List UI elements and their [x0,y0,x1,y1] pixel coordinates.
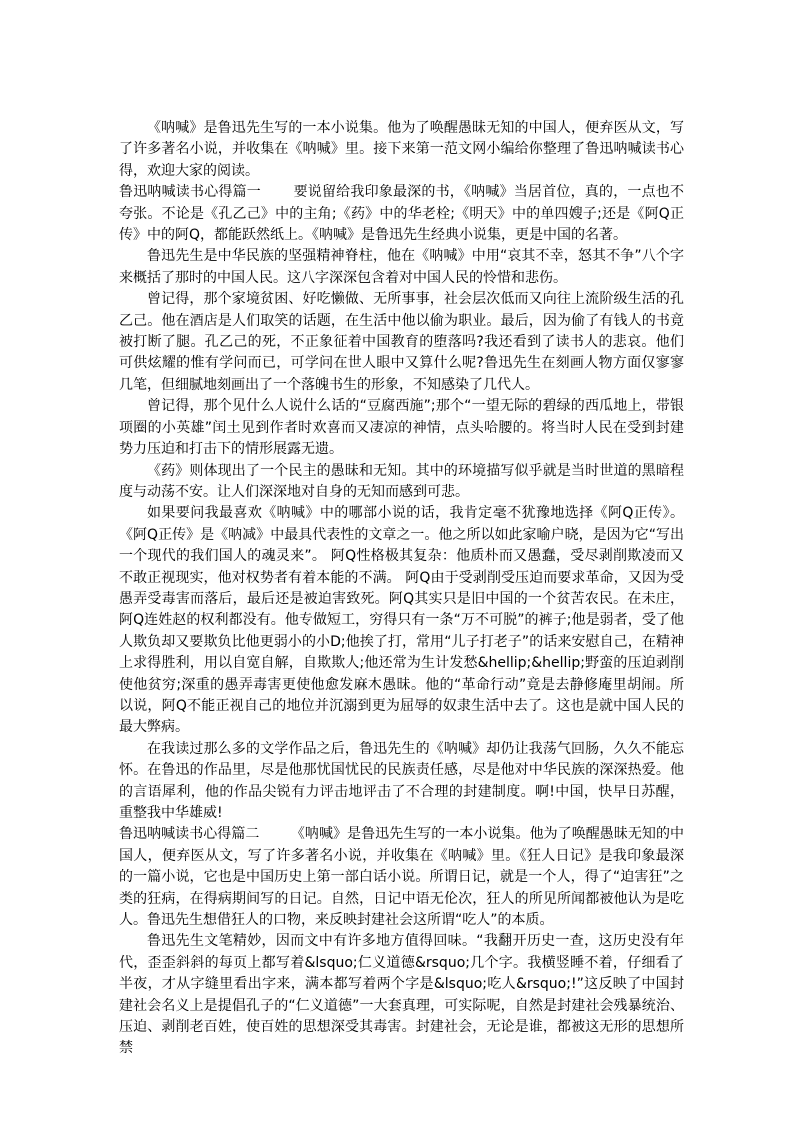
section-two-paragraph [119,824,684,931]
section-two-text: 《呐喊》是鲁迅先生写的一本小说集。他为了唤醒愚昧无知的中国人，便弃医从文，写了许多著名小说，并收集在《呐喊》里。《狂人日记》是我印象最深的一篇小说，它也是中国历史上第一部白话小说。所谓日记，就是一个人，得了“迫害狂”之类的狂病，在得病期间写的日记。自然，日记中语无伦次，狂人的所见所闻都被他认为是吃人。鲁迅先生想借狂人的口物，来反映封建社会这所谓“吃人”的本质。 [119,826,685,929]
body-paragraph: 鲁迅先生是中华民族的坚强精神脊柱，他在《呐喊》中用“哀其不幸，怒其不争”八个字来概括了那时的中国人民。这八字深深包含着对中国人民的怜惜和悲伤。 [119,248,684,286]
body-paragraph: 在我读过那么多的文学作品之后，鲁迅先生的《呐喊》却仍让我荡气回肠，久久不能忘怀。在鲁迅的作品里，尽是他那忧国忧民的民族责任感，尽是他对中华民族的深深热爱。他的言语犀利，他的作品尖锐有力评击地评击了不合理的封建制度。啊!中国，快早日苏醒，重整我中华雄威! [119,740,684,821]
body-paragraph: 如果要问我最喜欢《呐喊》中的哪部小说的话，我肯定毫不犹豫地选择《阿Q正传》。《阿Q正传》是《呐减》中最具代表性的文章之一。他之所以如此家喻户晓，是因为它“写出一个现代的我们国人的魂灵来”。 阿Q性格极其复杂：他质朴而又愚蠢，受尽剥削欺凌而又不敢正视现实，他对权势者有着本能的不满。 阿Q由于受剥削受压迫而要求革命，又因为受愚弄受毒害而落后，最后还是被迫害致死。阿Q其实只是旧中国的一个贫苦农民。在未庄，阿Q连姓赵的权利都没有。他专做短工，穷得只有一条“万不可脱”的裤子;他是弱者，受了他人欺负却又要欺负比他更弱小的小D;他挨了打，常用“儿子打老子”的话来安慰自己，在精神上求得胜利，用以自宽自解，自欺欺人;他还常为生计发愁&hellip;&hellip;野蛮的压迫剥削使他贫穷;深重的愚弄毒害更使他愈发麻木愚昧。他的“革命行动”竟是去静修庵里胡闹。所以说，阿Q不能正视自己的地位并沉溺到更为屈辱的奴隶生活中去了。这也是就中国人民的最大弊病。 [119,505,684,736]
body-paragraph: 曾记得，那个家境贫困、好吃懒做、无所事事，社会层次低而又向往上流阶级生活的孔乙己。他在酒店是人们取笑的话题，在生活中他以偷为职业。最后，因为偷了有钱人的书竟被打断了腿。孔乙己的死，不正象征着中国教育的堕落吗?我还看到了读书人的悲哀。他们可供炫耀的惟有学问而已，可学问在世人眼中又算什么呢?鲁迅先生在刻画人物方面仅寥寥几笔，但细腻地刻画出了一个落魄书生的形象，不知感染了几代人。 [119,291,684,393]
section-title-one: 鲁迅呐喊读书心得篇一 [119,184,262,201]
body-paragraph: 曾记得，那个见什么人说什么话的“豆腐西施”;那个“一望无际的碧绿的西瓜地上，带银项圈的小英雄”闰土见到作者时欢喜而又凄凉的神情，点头哈腰的。将当时人民在受到封建势力压迫和打击下的情形展露无遗。 [119,398,684,458]
section-two-gap [259,826,290,842]
section-title-two: 鲁迅呐喊读书心得篇二 [119,826,260,843]
body-paragraph: 鲁迅先生文笔精妙，因而文中有许多地方值得回味。“我翻开历史一查，这历史没有年代，歪歪斜斜的每页上都写着&lsquo;仁义道德&rsquo;几个字。我横竖睡不着，仔细看了半夜，才从字缝里看出字来，满本都写着两个字是&lsquo;吃人&rsquo;!”这反映了中国封建社会名义上是提倡孔子的“仁义道德”一大套真理，可实际呢，自然是封建社会残暴统治、压迫、剥削老百姓，使百姓的思想深受其毒害。封建社会，无论是谁，都被这无形的思想所禁 [119,933,684,1057]
body-paragraph: 《药》则体现出了一个民主的愚昧和无知。其中的环境描写似乎就是当时世道的黑暗程度与动荡不安。让人们深深地对自身的无知而感到可悲。 [119,462,684,500]
section-one-text: 要说留给我印象最深的书，《呐喊》当居首位，真的，一点也不夸张。不论是《孔乙己》中的主角;《药》中的华老栓;《明天》中的单四嫂子;还是《阿Q正传》中的阿Q，都能跃然纸上。《呐喊》是鲁迅先生经典小说集，更是中国的名著。 [119,184,685,244]
section-one-gap [261,184,294,200]
intro-paragraph: 《呐喊》是鲁迅先生写的一本小说集。他为了唤醒愚昧无知的中国人，便弃医从文，写了许多著名小说，并收集在《呐喊》里。接下来第一范文网小编给你整理了鲁迅呐喊读书心得，欢迎大家的阅读。 [119,120,684,179]
section-one-paragraph [119,182,684,246]
